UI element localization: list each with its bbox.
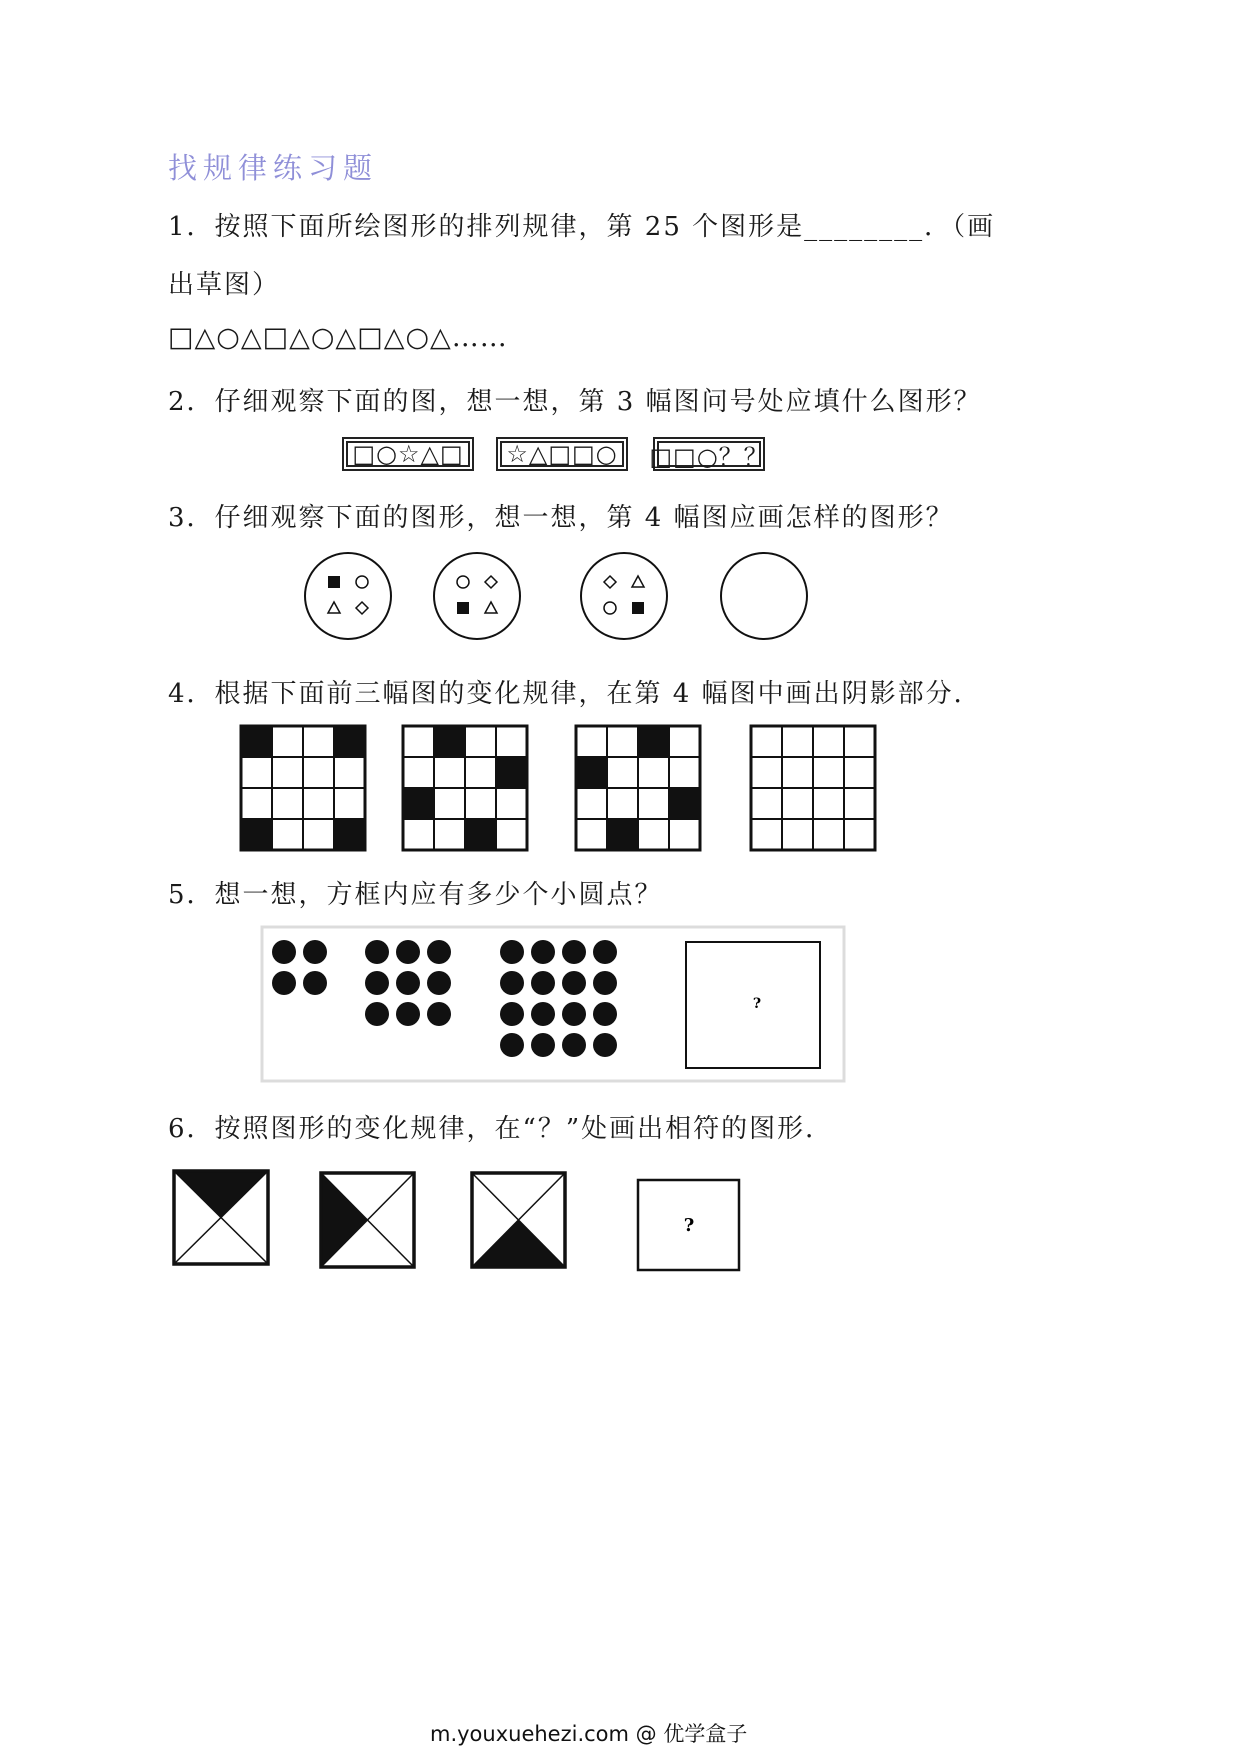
question-4-text: 4．根据下面前三幅图的变化规律，在第 4 幅图中画出阴影部分． (168, 679, 982, 709)
question-3-text: 3．仔细观察下面的图形，想一想，第 4 幅图应画怎样的图形？ (168, 503, 954, 533)
shape-sequence: □△○△□△○△□△○△…… (168, 322, 508, 353)
dot-box-question-mark: ? (752, 996, 762, 1012)
question-5-text: 5．想一想，方框内应有多少个小圆点？ (168, 880, 663, 910)
page-title: 找规律练习题 (168, 151, 379, 185)
diagonal-square-1 (174, 1171, 268, 1264)
pattern-box-1: □○☆△□ (342, 437, 474, 471)
triangle-box-question-mark: ? (683, 1215, 695, 1236)
question-6-text: 6．按照图形的变化规律，在“？”处画出相符的图形． (168, 1114, 834, 1144)
diagonal-square-2 (321, 1173, 414, 1267)
question-2-text: 2．仔细观察下面的图，想一想，第 3 幅图问号处应填什么图形？ (168, 387, 982, 417)
pattern-box-3: □□○？？ (653, 437, 765, 471)
footer-source: m.youxuehezi.com @ 优学盒子 (430, 1722, 748, 1746)
question-1-line-2: 出草图） (168, 270, 281, 300)
diagonal-square-3 (472, 1173, 565, 1267)
pattern-box-2: ☆△□□○ (496, 437, 628, 471)
question-1-line-1: 1．按照下面所绘图形的排列规律，第 25 个图形是________．（画 (168, 212, 996, 242)
